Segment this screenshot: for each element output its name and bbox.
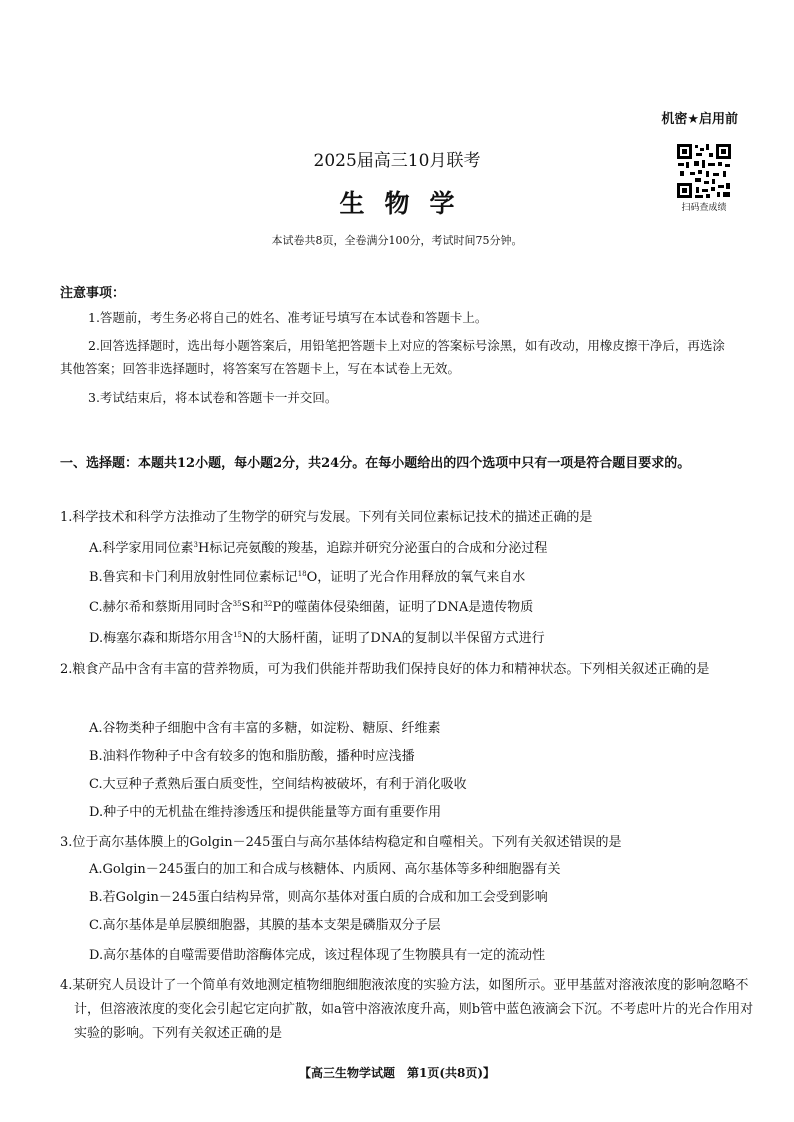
page-footer: 【高三生物学试题 第1页(共8页)】 — [298, 1066, 496, 1080]
option-d: D.梅塞尔森和斯塔尔用含$^{15}$N的大肠杆菌，证明了DNA的复制以半保留方式进行 — [89, 631, 545, 646]
notes-title: 注意事项： — [60, 286, 126, 301]
option-d: D.高尔基体的自噬需要借助溶酶体完成，该过程体现了生物膜具有一定的流动性 — [89, 948, 546, 963]
question-stem: 1.科学技术和科学方法推动了生物学的研究与发展。下列有关同位素标记技术的描述正确的是 — [60, 510, 593, 525]
question-stem: 2.粮食产品中含有丰富的营养物质，可为我们供能并帮助我们保持良好的体力和精神状态。下列相关叙述正确的是 — [60, 662, 710, 677]
question-stem: 3.位于高尔基体膜上的Golgin－245蛋白与高尔基体结构稳定和自噬相关。下列有关叙述错误的是 — [60, 835, 622, 850]
option-a: A.Golgin－245蛋白的加工和合成与核糖体、内质网、高尔基体等多种细胞器有关 — [89, 862, 561, 877]
exam-info: 本试卷共8页，全卷满分100分，考试时间75分钟。 — [271, 234, 523, 247]
option-a: A.谷物类种子细胞中含有丰富的多糖，如淀粉、糖原、纤维素 — [89, 721, 441, 736]
option-c: C.大豆种子煮熟后蛋白质变性，空间结构被破坏，有利于消化吸收 — [89, 777, 467, 792]
exam-title: 2025届高三10月联考 — [313, 151, 481, 171]
option-b: B.鲁宾和卡门利用放射性同位素标记$^{18}$O，证明了光合作用释放的氧气来自水 — [89, 570, 526, 585]
subject-title: 生物学 — [339, 189, 475, 218]
option-a: A.科学家用同位素$^3$H标记亮氨酸的羧基，追踪并研究分泌蛋白的合成和分泌过程 — [89, 541, 548, 556]
note-item: 3.考试结束后，将本试卷和答题卡一并交回。 — [88, 390, 338, 405]
option-c: C.赫尔希和蔡斯用同时含$^{35}$S和$^{32}$P的噬菌体侵染细菌，证明了DNA是遗传物质 — [89, 600, 534, 615]
option-d: D.种子中的无机盐在维持渗透压和提供能量等方面有重要作用 — [89, 805, 442, 820]
note-item: 2.回答选择题时，选出每小题答案后，用铅笔把答题卡上对应的答案标号涂黑，如有改动，用橡皮擦干净后，再选涂其他答案；回答非选择题时，将答案写在答题卡上，写在本试卷上无效。 — [60, 338, 725, 376]
qr-label: 扫码查成绩 — [681, 203, 727, 213]
option-c: C.高尔基体是单层膜细胞器，其膜的基本支架是磷脂双分子层 — [89, 918, 441, 933]
option-b: B.若Golgin－245蛋白结构异常，则高尔基体对蛋白质的合成和加工会受到影响 — [89, 890, 548, 905]
qr-code-icon[interactable] — [676, 143, 732, 199]
option-b: B.油料作物种子中含有较多的饱和脂肪酸，播种时应浅播 — [89, 749, 415, 764]
confidential-mark: 机密★启用前 — [661, 112, 738, 127]
question-stem: 4.某研究人员设计了一个简单有效地测定植物细胞细胞液浓度的实验方法，如图所示。亚甲基蓝对溶液浓度的影响忽略不计，但溶液浓度的变化会引起它定向扩散，如a管中溶液浓度升高，则b管中蓝色液滴会下沉。不考虑叶片的光合作用对实验的影响。下列有关叙述正确的是 — [60, 978, 754, 1041]
section-heading: 一、选择题：本题共12小题，每小题2分，共24分。在每小题给出的四个选项中只有一项是符合题目要求的。 — [60, 456, 691, 471]
note-item: 1.答题前，考生务必将自己的姓名、准考证号填写在本试卷和答题卡上。 — [88, 310, 488, 325]
